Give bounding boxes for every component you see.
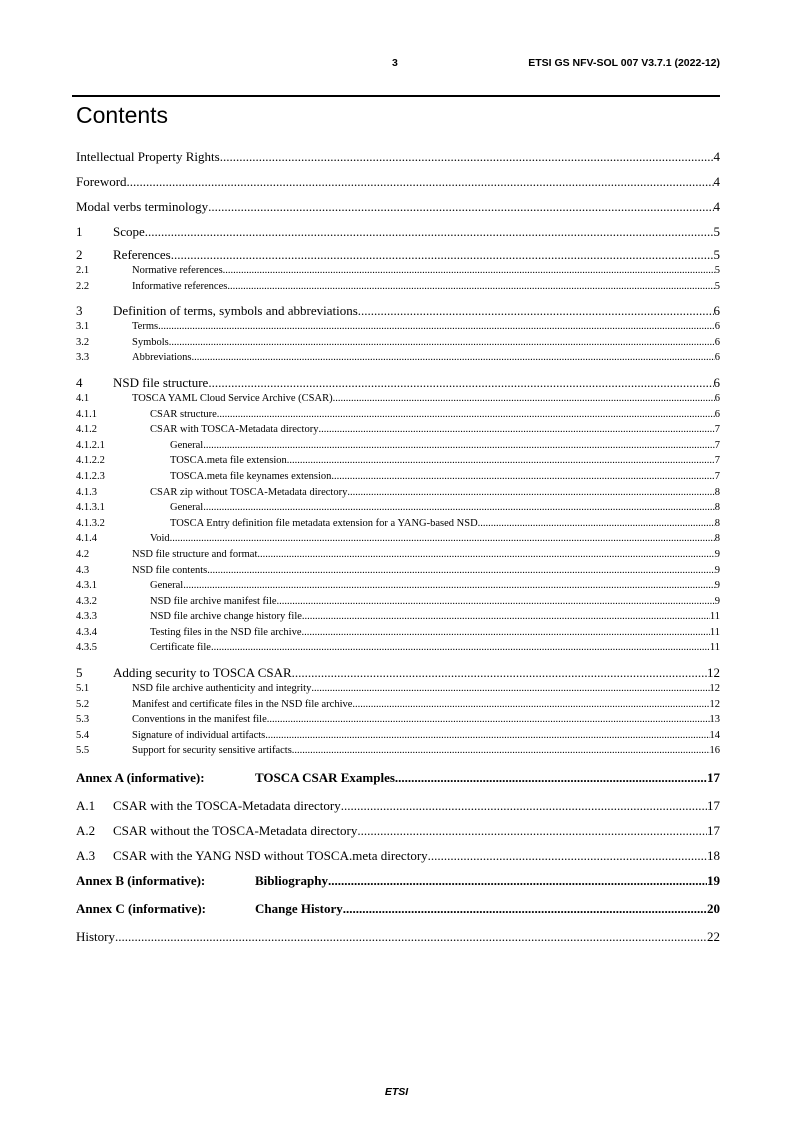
toc-leader-dots <box>347 485 714 501</box>
toc-entry[interactable] <box>76 609 720 625</box>
toc-page-number: 17 <box>707 798 720 814</box>
toc-leader-dots <box>208 197 713 217</box>
toc-page-number: 6 <box>713 303 720 319</box>
toc-leader-dots <box>478 516 715 532</box>
toc-leader-dots <box>292 743 710 759</box>
toc-title: NSD file archive manifest file <box>150 595 277 607</box>
toc-title: Conventions in the manifest file <box>132 714 267 726</box>
toc-page-number: 18 <box>707 848 720 864</box>
toc-page-number: 9 <box>714 548 720 560</box>
toc-title: Support for security sensitive artifacts <box>132 745 292 757</box>
toc-page-number: 22 <box>707 929 720 945</box>
toc-title: TOSCA YAML Cloud Service Archive (CSAR) <box>132 392 333 404</box>
toc-title: Change History <box>255 901 343 917</box>
toc-page-number: 17 <box>707 823 720 839</box>
toc-entry[interactable] <box>76 350 720 366</box>
toc-number: 4.1.2 <box>76 424 97 436</box>
toc-number: 4.1.4 <box>76 533 97 545</box>
toc-page-number: 11 <box>709 642 720 654</box>
toc-entry[interactable] <box>76 375 720 391</box>
toc-entry[interactable] <box>76 516 720 532</box>
toc-page-number: 20 <box>707 901 720 917</box>
toc-page-number: 6 <box>713 374 720 390</box>
toc-entry[interactable] <box>76 594 720 610</box>
toc-number: 2.1 <box>76 265 90 276</box>
toc-page-number: 9 <box>714 580 720 592</box>
toc-page-number: 6 <box>714 408 720 420</box>
toc-number: 3.3 <box>76 352 90 364</box>
toc-entry[interactable] <box>76 469 720 485</box>
toc-number: 5 <box>76 665 83 681</box>
toc-number: Annex C (informative): <box>76 901 206 917</box>
toc-leader-dots <box>318 422 714 438</box>
toc-title: Normative references <box>132 265 223 276</box>
toc-page-number: 5 <box>714 265 720 276</box>
toc-page-number: 12 <box>707 665 720 681</box>
toc-number: 4.1.2.3 <box>76 470 105 482</box>
toc-entry[interactable] <box>76 500 720 516</box>
toc-title: NSD file contents <box>132 564 208 576</box>
toc-page-number: 4 <box>713 149 720 164</box>
toc-number: 3 <box>76 303 83 319</box>
toc-entry[interactable] <box>76 728 720 744</box>
toc-leader-dots <box>145 222 714 242</box>
toc-entry[interactable] <box>76 263 720 279</box>
toc-entry[interactable] <box>76 247 720 263</box>
toc-leader-dots <box>158 319 715 335</box>
toc-number: 4.1.2.1 <box>76 439 105 451</box>
toc-page-number: 7 <box>714 424 720 436</box>
toc-number: 4.1.3.2 <box>76 517 105 529</box>
toc-number: 2.2 <box>76 280 90 292</box>
toc-title: Abbreviations <box>132 352 192 364</box>
toc-title: TOSCA.meta file extension <box>170 455 287 467</box>
toc-leader-dots <box>267 712 710 728</box>
toc-entry[interactable] <box>76 422 720 438</box>
toc-title: Bibliography <box>255 873 328 889</box>
toc-page-number: 7 <box>714 439 720 451</box>
toc-title: Intellectual Property Rights <box>76 149 220 164</box>
toc-leader-dots <box>331 469 714 485</box>
toc-title: TOSCA CSAR Examples <box>255 770 395 786</box>
toc-page-number: 5 <box>714 280 720 292</box>
toc-number: 4.3.2 <box>76 595 97 607</box>
toc-title: General <box>150 580 184 592</box>
toc-gap <box>76 656 720 665</box>
toc-page-number: 13 <box>709 714 720 726</box>
toc-title: CSAR without the TOSCA-Metadata directory <box>113 823 358 839</box>
toc-leader-dots <box>203 500 715 516</box>
toc-title: CSAR structure <box>150 408 217 420</box>
toc-number: A.3 <box>76 848 96 864</box>
page-header <box>76 57 720 71</box>
toc-number: 4.3 <box>76 564 90 576</box>
toc-page-number: 19 <box>707 873 720 889</box>
toc-leader-dots <box>311 681 709 697</box>
table-of-contents <box>76 147 720 952</box>
toc-page-number: 11 <box>709 626 720 638</box>
toc-entry[interactable] <box>76 303 720 319</box>
toc-gap <box>76 366 720 375</box>
toc-entry[interactable] <box>76 697 720 713</box>
toc-number: 4.3.4 <box>76 626 97 638</box>
toc-entry[interactable] <box>76 927 720 952</box>
toc-gap <box>76 759 720 768</box>
toc-leader-dots <box>217 407 715 423</box>
toc-title: General <box>170 502 204 514</box>
footer-etsi: ETSI <box>384 1086 409 1098</box>
toc-page-number: 7 <box>714 455 720 467</box>
toc-number: A.2 <box>76 823 96 839</box>
toc-entry[interactable] <box>76 665 720 681</box>
toc-entry[interactable] <box>76 821 720 846</box>
toc-leader-dots <box>352 697 709 713</box>
toc-leader-dots <box>277 594 715 610</box>
toc-number: 4 <box>76 374 83 390</box>
toc-page-number: 4 <box>713 199 720 214</box>
toc-leader-dots <box>257 547 714 563</box>
toc-title: Modal verbs terminology <box>76 199 209 214</box>
toc-entry[interactable] <box>76 279 720 295</box>
toc-title: Signature of individual artifacts <box>132 729 266 741</box>
toc-leader-dots <box>395 768 707 788</box>
toc-title: CSAR zip without TOSCA-Metadata directory <box>150 486 348 498</box>
toc-leader-dots <box>265 728 709 744</box>
toc-number: 4.3.5 <box>76 642 97 654</box>
toc-leader-dots <box>183 578 715 594</box>
toc-page-number: 6 <box>714 336 720 348</box>
toc-title: General <box>170 439 204 451</box>
toc-entry[interactable] <box>76 407 720 423</box>
toc-leader-dots <box>220 147 714 167</box>
toc-entry[interactable] <box>76 743 720 759</box>
toc-title: References <box>113 247 171 262</box>
document-id: ETSI GS NFV-SOL 007 V3.7.1 (2022-12) <box>528 57 720 69</box>
toc-leader-dots <box>292 665 707 681</box>
toc-number: 3.1 <box>76 321 90 333</box>
toc-leader-dots <box>333 391 715 407</box>
toc-title: TOSCA Entry definition file metadata extension for a YANG-based NSD <box>170 517 478 529</box>
toc-page-number: 5 <box>713 247 720 262</box>
toc-page-number: 8 <box>714 502 720 514</box>
toc-leader-dots <box>211 640 710 656</box>
toc-entry[interactable] <box>76 547 720 563</box>
toc-title: Foreword <box>76 174 127 189</box>
toc-page-number: 12 <box>709 698 720 710</box>
page-title: Contents <box>76 102 169 128</box>
toc-page-number: 8 <box>714 533 720 545</box>
toc-gap <box>76 294 720 303</box>
toc-title: TOSCA.meta file keynames extension <box>170 470 332 482</box>
toc-title: Definition of terms, symbols and abbreviations <box>113 303 358 319</box>
toc-number: 4.3.1 <box>76 580 97 592</box>
toc-entry[interactable] <box>76 391 720 407</box>
toc-entry[interactable] <box>76 796 720 821</box>
toc-number: 4.1.2.2 <box>76 455 105 467</box>
toc-page-number: 8 <box>714 517 720 529</box>
toc-title: Terms <box>132 321 159 333</box>
page-number: 3 <box>392 57 398 69</box>
toc-leader-dots <box>301 625 709 641</box>
toc-entry[interactable] <box>76 319 720 335</box>
toc-leader-dots <box>207 563 715 579</box>
toc-title: Certificate file <box>150 642 211 654</box>
toc-entry[interactable] <box>76 712 720 728</box>
toc-page-number: 6 <box>714 352 720 364</box>
toc-number: 5.1 <box>76 683 90 695</box>
toc-leader-dots <box>328 871 707 891</box>
toc-entry[interactable] <box>76 578 720 594</box>
toc-leader-dots <box>357 821 707 841</box>
toc-leader-dots <box>302 609 710 625</box>
toc-leader-dots <box>341 796 707 816</box>
toc-leader-dots <box>227 279 714 295</box>
toc-entry[interactable] <box>76 335 720 351</box>
toc-entry[interactable] <box>76 681 720 697</box>
toc-entry[interactable] <box>76 222 720 247</box>
toc-number: 5.2 <box>76 698 90 710</box>
toc-leader-dots <box>115 927 707 947</box>
toc-number: 5.4 <box>76 729 90 741</box>
toc-page-number: 9 <box>714 595 720 607</box>
toc-page-number: 6 <box>714 392 720 404</box>
toc-entry[interactable] <box>76 640 720 656</box>
toc-leader-dots <box>127 172 714 192</box>
toc-number: 4.3.3 <box>76 611 97 623</box>
toc-entry[interactable] <box>76 899 720 927</box>
toc-number: 5.3 <box>76 714 90 726</box>
toc-title: Manifest and certificate files in the NSD file archive <box>132 698 353 710</box>
toc-title: Informative references <box>132 280 228 292</box>
toc-title: Void <box>150 533 170 545</box>
toc-entry[interactable] <box>76 531 720 547</box>
toc-title: NSD file structure and format <box>132 548 258 560</box>
toc-title: CSAR with TOSCA-Metadata directory <box>150 424 319 436</box>
toc-entry[interactable] <box>76 172 720 197</box>
toc-leader-dots <box>287 453 715 469</box>
toc-number: 5.5 <box>76 745 90 757</box>
toc-title: Scope <box>113 224 145 239</box>
toc-page-number: 7 <box>714 470 720 482</box>
toc-leader-dots <box>358 303 714 319</box>
toc-leader-dots <box>170 531 715 547</box>
toc-entry[interactable] <box>76 485 720 501</box>
toc-leader-dots <box>428 846 707 866</box>
toc-entry[interactable] <box>76 871 720 899</box>
toc-entry[interactable] <box>76 846 720 871</box>
toc-leader-dots <box>192 350 715 366</box>
toc-number: 1 <box>76 224 83 239</box>
toc-number: 3.2 <box>76 336 90 348</box>
toc-title: NSD file archive authenticity and integrity <box>132 683 312 695</box>
toc-title: CSAR with the YANG NSD without TOSCA.meta directory <box>113 848 428 864</box>
toc-number: A.1 <box>76 798 96 814</box>
toc-title: History <box>76 929 115 945</box>
toc-number: 4.1.3 <box>76 486 97 498</box>
toc-page-number: 11 <box>709 611 720 623</box>
toc-leader-dots <box>343 899 707 919</box>
toc-number: 2 <box>76 247 83 262</box>
header-rule <box>72 95 720 97</box>
toc-page-number: 14 <box>709 729 720 741</box>
toc-entry[interactable] <box>76 147 720 172</box>
toc-number: Annex B (informative): <box>76 873 206 889</box>
toc-leader-dots <box>169 335 715 351</box>
toc-leader-dots <box>171 247 714 263</box>
toc-title: NSD file structure <box>113 374 209 390</box>
toc-title: Symbols <box>132 336 169 348</box>
toc-leader-dots <box>223 263 715 279</box>
toc-title: Testing files in the NSD file archive <box>150 626 302 638</box>
toc-number: Annex A (informative): <box>76 770 205 786</box>
toc-page-number: 12 <box>709 683 720 695</box>
toc-entry[interactable] <box>76 438 720 454</box>
toc-page-number: 16 <box>709 745 720 757</box>
toc-page-number: 6 <box>714 321 720 333</box>
toc-entry[interactable] <box>76 197 720 222</box>
toc-number: 4.2 <box>76 548 90 560</box>
toc-page-number: 9 <box>714 564 720 576</box>
toc-leader-dots <box>203 438 715 454</box>
toc-page-number: 4 <box>713 174 720 189</box>
toc-title: Adding security to TOSCA CSAR <box>113 665 292 681</box>
toc-title: CSAR with the TOSCA-Metadata directory <box>113 798 341 814</box>
toc-entry[interactable] <box>76 625 720 641</box>
toc-number: 4.1 <box>76 392 90 404</box>
toc-page-number: 5 <box>713 224 720 239</box>
toc-leader-dots <box>208 375 713 391</box>
toc-title: NSD file archive change history file <box>150 611 302 623</box>
toc-number: 4.1.1 <box>76 408 97 420</box>
toc-page-number: 17 <box>707 770 720 786</box>
toc-page-number: 8 <box>714 486 720 498</box>
toc-entry[interactable] <box>76 563 720 579</box>
toc-entry[interactable] <box>76 453 720 469</box>
toc-entry[interactable] <box>76 768 720 796</box>
toc-number: 4.1.3.1 <box>76 502 105 514</box>
